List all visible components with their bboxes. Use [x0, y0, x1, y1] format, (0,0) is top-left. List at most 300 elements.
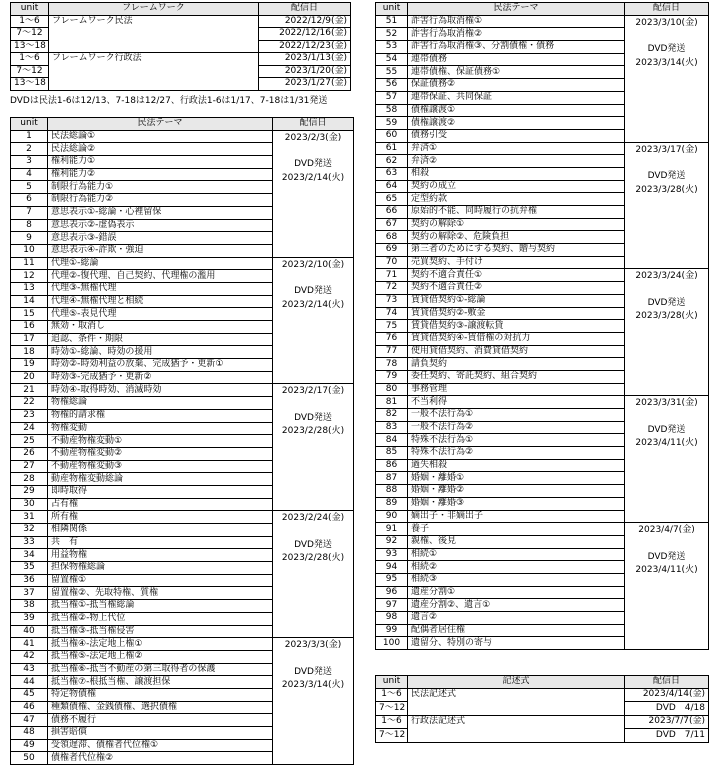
date-cell: 2023/1/27(金) — [259, 78, 351, 91]
theme-cell: フレームワーク行政法 — [49, 53, 259, 91]
unit-cell: 1～6 — [11, 53, 49, 66]
unit-cell: 61 — [376, 142, 408, 155]
dvd-date: 2023/3/28(火) — [635, 184, 698, 195]
table-row — [376, 269, 709, 282]
spacer — [628, 157, 705, 170]
theme-cell: 制限行為能力② — [48, 194, 273, 207]
theme-cell: 抵当権④-法定地上権① — [48, 638, 273, 651]
date-cell: 2022/12/16(金) — [259, 28, 351, 41]
unit-cell: 71 — [376, 269, 408, 282]
theme-cell: 意思表示②-虚偽表示 — [48, 219, 273, 232]
unit-cell: 7～12 — [376, 729, 408, 743]
theme-cell: 不動産物権変動① — [48, 435, 273, 448]
dvd-label: DVD発送 — [647, 297, 686, 308]
table-row — [376, 15, 709, 28]
theme-cell: 養子 — [408, 523, 625, 536]
theme-cell: 制限行為能力① — [48, 181, 273, 194]
delivery-date: 2023/2/10(金) — [281, 259, 345, 270]
theme-cell: 原始的不能、同時履行の抗弁権 — [408, 206, 625, 219]
theme-cell: 契約不適合責任① — [408, 269, 625, 282]
theme-cell: 代理④-無権代理と相続 — [48, 295, 273, 308]
table-row — [376, 523, 709, 536]
delivery-date-group — [625, 142, 709, 269]
unit-header: unit — [376, 3, 408, 16]
unit-cell: 39 — [11, 612, 48, 625]
spacer — [276, 145, 350, 158]
dvd-date: 2023/2/14(火) — [281, 172, 345, 183]
spacer — [276, 526, 350, 539]
theme-cell: 代理③-無権代理 — [48, 282, 273, 295]
theme-cell: 契約不適合責任② — [408, 282, 625, 295]
unit-header: unit — [11, 118, 48, 131]
theme-cell: 詐害行為取消権② — [408, 28, 625, 41]
unit-cell: 56 — [376, 79, 408, 92]
unit-cell: 100 — [376, 637, 408, 650]
minpo-table-1 — [10, 117, 354, 765]
theme-cell: 遺留分、特別の寄与 — [408, 637, 625, 650]
delivery-date: 2023/3/17(金) — [635, 144, 698, 155]
unit-cell: 81 — [376, 396, 408, 409]
unit-cell: 7 — [11, 206, 48, 219]
table-row — [11, 130, 354, 143]
dvd-date: 2023/2/28(火) — [281, 426, 345, 437]
theme-cell: 用益物権 — [48, 549, 273, 562]
dvd-date: 2023/3/14(火) — [635, 57, 698, 68]
theme-cell: 抵当権③-抵当権侵害 — [48, 625, 273, 638]
unit-cell: 29 — [11, 485, 48, 498]
unit-cell: 68 — [376, 231, 408, 244]
delivery-date: 2023/3/3(金) — [284, 640, 342, 651]
theme-cell: 債権譲渡① — [408, 104, 625, 117]
unit-cell: 98 — [376, 612, 408, 625]
theme-cell: 婚姻・離婚③ — [408, 497, 625, 510]
theme-cell: 抵当権⑤-法定地上権② — [48, 650, 273, 663]
date-header: 配信日 — [273, 118, 354, 131]
unit-cell: 43 — [11, 663, 48, 676]
unit-cell: 95 — [376, 573, 408, 586]
unit-cell: 96 — [376, 586, 408, 599]
delivery-date: 2023/2/24(金) — [281, 513, 345, 524]
theme-cell: 保証債務② — [408, 79, 625, 92]
unit-cell: 10 — [11, 244, 48, 257]
date-cell: 2022/12/23(金) — [259, 40, 351, 53]
unit-cell: 94 — [376, 561, 408, 574]
theme-cell: 相続① — [408, 548, 625, 561]
unit-cell: 53 — [376, 41, 408, 54]
spacer — [628, 30, 705, 43]
delivery-date-group — [273, 638, 354, 765]
date-cell: 2023/4/14(金) — [625, 688, 709, 702]
theme-cell: 抵当権⑦-根抵当権、譲渡担保 — [48, 676, 273, 689]
minpo-table-2 — [375, 2, 709, 650]
unit-cell: 73 — [376, 294, 408, 307]
unit-cell: 33 — [11, 536, 48, 549]
dvd-label: DVD発送 — [294, 286, 332, 297]
unit-cell: 77 — [376, 345, 408, 358]
delivery-date: 2023/3/24(金) — [635, 271, 698, 282]
dvd-label: DVD発送 — [647, 44, 686, 55]
delivery-date-group — [273, 257, 354, 384]
theme-cell: 損害賠償 — [48, 727, 273, 740]
theme-cell: 代理⑤-表見代理 — [48, 308, 273, 321]
table-row — [376, 142, 709, 155]
unit-cell: 16 — [11, 321, 48, 334]
theme-header: 民法テーマ — [408, 3, 625, 16]
unit-cell: 24 — [11, 422, 48, 435]
dvd-date: 2023/4/11(火) — [635, 438, 698, 449]
spacer — [276, 272, 350, 285]
theme-cell: 共 有 — [48, 536, 273, 549]
unit-cell: 57 — [376, 91, 408, 104]
delivery-date-group — [625, 269, 709, 396]
unit-cell: 5 — [11, 181, 48, 194]
unit-cell: 48 — [11, 727, 48, 740]
unit-cell: 86 — [376, 459, 408, 472]
theme-cell: 即時取得 — [48, 485, 273, 498]
kijutsu-body — [376, 688, 709, 742]
dvd-note: DVDは民法1-6は12/13、7-18は12/27、行政法1-6は1/17、7-18は1/31発送 — [10, 96, 328, 106]
theme-cell: 弁済② — [408, 155, 625, 168]
theme-cell: 配偶者居住権 — [408, 624, 625, 637]
theme-cell: 民法記述式 — [408, 688, 625, 715]
unit-cell: 64 — [376, 180, 408, 193]
unit-cell: 18 — [11, 346, 48, 359]
kijutsu-table — [375, 675, 709, 743]
unit-cell: 51 — [376, 15, 408, 28]
theme-cell: 抵当権②-物上代位 — [48, 612, 273, 625]
table-header — [11, 118, 354, 131]
theme-cell: 意思表示③-錯誤 — [48, 232, 273, 245]
date-cell: 2022/12/9(金) — [259, 15, 351, 28]
table-row — [11, 15, 351, 28]
date-cell: DVD 7/11 — [625, 729, 709, 743]
theme-cell: 請負契約 — [408, 358, 625, 371]
unit-cell: 84 — [376, 434, 408, 447]
unit-cell: 22 — [11, 397, 48, 410]
theme-cell: 連帯保証、共同保証 — [408, 91, 625, 104]
date-cell: DVD 4/18 — [625, 702, 709, 716]
theme-cell: 時効①-総論、時効の援用 — [48, 346, 273, 359]
unit-cell: 2 — [11, 143, 48, 156]
theme-cell: 特殊不法行為① — [408, 434, 625, 447]
unit-cell: 76 — [376, 332, 408, 345]
unit-cell: 38 — [11, 600, 48, 613]
table-header — [11, 3, 351, 16]
table-row — [11, 257, 354, 270]
unit-cell: 27 — [11, 460, 48, 473]
unit-cell: 91 — [376, 523, 408, 536]
unit-cell: 32 — [11, 524, 48, 537]
theme-cell: 債務不履行 — [48, 714, 273, 727]
unit-cell: 85 — [376, 447, 408, 460]
theme-cell: 留置権②、先取特権、質権 — [48, 587, 273, 600]
theme-cell: フレームワーク民法 — [49, 15, 259, 53]
dvd-label: DVD発送 — [647, 551, 686, 562]
theme-cell: 婚姻・離婚② — [408, 485, 625, 498]
theme-cell: 詐害行為取消権③、分割債権・債務 — [408, 41, 625, 54]
date-cell: 2023/1/20(金) — [259, 65, 351, 78]
table-row — [376, 688, 709, 702]
theme-cell: 権利能力① — [48, 156, 273, 169]
dvd-date: 2023/3/14(火) — [281, 680, 345, 691]
theme-cell: 第三者のためにする契約、贈与契約 — [408, 244, 625, 257]
theme-cell: 賃貸借契約③-譲渡転貸 — [408, 320, 625, 333]
date-header: 配信日 — [625, 3, 709, 16]
theme-cell: 特定物債権 — [48, 688, 273, 701]
theme-cell: 定型約款 — [408, 193, 625, 206]
theme-cell: 使用貸借契約、消費貸借契約 — [408, 345, 625, 358]
dvd-label: DVD発送 — [294, 159, 332, 170]
unit-cell: 9 — [11, 232, 48, 245]
framework-body — [11, 15, 351, 90]
unit-cell: 14 — [11, 295, 48, 308]
theme-cell: 不動産物権変動② — [48, 447, 273, 460]
unit-cell: 7～12 — [11, 65, 49, 78]
unit-cell: 13～18 — [11, 40, 49, 53]
table-row — [11, 511, 354, 524]
delivery-date: 2023/2/17(金) — [281, 386, 345, 397]
unit-cell: 70 — [376, 256, 408, 269]
unit-cell: 36 — [11, 574, 48, 587]
theme-cell: 意思表示①-総論・心裡留保 — [48, 206, 273, 219]
unit-cell: 55 — [376, 66, 408, 79]
date-cell: 2023/7/7(金) — [625, 715, 709, 729]
dvd-label: DVD発送 — [294, 666, 332, 677]
theme-cell: 代理①-総論 — [48, 257, 273, 270]
theme-cell: 相続② — [408, 561, 625, 574]
theme-cell: 権利能力② — [48, 168, 273, 181]
unit-cell: 11 — [11, 257, 48, 270]
theme-header: 民法テーマ — [48, 118, 273, 131]
unit-cell: 75 — [376, 320, 408, 333]
theme-cell: 事務管理 — [408, 383, 625, 396]
theme-cell: 契約の解除① — [408, 218, 625, 231]
unit-cell: 3 — [11, 156, 48, 169]
theme-cell: 弁済① — [408, 142, 625, 155]
date-header: 配信日 — [259, 3, 351, 16]
table-row — [11, 384, 354, 397]
dvd-label: DVD発送 — [294, 539, 332, 550]
unit-cell: 62 — [376, 155, 408, 168]
theme-cell: 時効②-時効利益の放棄、完成猶予・更新① — [48, 359, 273, 372]
theme-cell: 担保物権総論 — [48, 562, 273, 575]
unit-cell: 12 — [11, 270, 48, 283]
unit-cell: 63 — [376, 167, 408, 180]
theme-cell: 賃貸借契約②-敷金 — [408, 307, 625, 320]
dvd-label: DVD発送 — [294, 412, 332, 423]
unit-cell: 37 — [11, 587, 48, 600]
date-header: 配信日 — [625, 676, 709, 689]
unit-cell: 90 — [376, 510, 408, 523]
unit-cell: 23 — [11, 409, 48, 422]
unit-cell: 25 — [11, 435, 48, 448]
unit-cell: 34 — [11, 549, 48, 562]
unit-header: unit — [11, 3, 49, 16]
theme-cell: 債権譲渡② — [408, 117, 625, 130]
spacer — [628, 411, 705, 424]
theme-cell: 時効④-取得時効、消滅時効 — [48, 384, 273, 397]
minpo-body-2 — [376, 15, 709, 649]
unit-cell: 44 — [11, 676, 48, 689]
theme-cell: 不当利得 — [408, 396, 625, 409]
unit-cell: 45 — [11, 688, 48, 701]
date-cell: 2023/1/13(金) — [259, 53, 351, 66]
theme-cell: 相隣関係 — [48, 524, 273, 537]
theme-cell: 嫡出子・非嫡出子 — [408, 510, 625, 523]
theme-cell: 抵当権⑥-抵当不動産の第三取得者の保護 — [48, 663, 273, 676]
unit-cell: 1～6 — [11, 15, 49, 28]
unit-cell: 52 — [376, 28, 408, 41]
table-row — [376, 715, 709, 729]
unit-cell: 42 — [11, 650, 48, 663]
theme-cell: 過失相殺 — [408, 459, 625, 472]
theme-cell: 不動産物権変動③ — [48, 460, 273, 473]
unit-cell: 8 — [11, 219, 48, 232]
theme-cell: 相続③ — [408, 573, 625, 586]
unit-cell: 20 — [11, 371, 48, 384]
table-header — [376, 676, 709, 689]
theme-cell: 民法総論② — [48, 143, 273, 156]
delivery-date: 2023/3/31(金) — [635, 398, 698, 409]
unit-cell: 4 — [11, 168, 48, 181]
theme-cell: 特殊不法行為② — [408, 447, 625, 460]
unit-cell: 7～12 — [376, 702, 408, 716]
theme-header: 記述式 — [408, 676, 625, 689]
theme-cell: 抵当権①-抵当権総論 — [48, 600, 273, 613]
unit-cell: 41 — [11, 638, 48, 651]
dvd-date: 2023/2/28(火) — [281, 553, 345, 564]
delivery-date-group — [273, 130, 354, 257]
framework-table — [10, 2, 351, 91]
unit-cell: 6 — [11, 194, 48, 207]
theme-cell: 遺言② — [408, 612, 625, 625]
delivery-date-group — [273, 384, 354, 511]
unit-cell: 31 — [11, 511, 48, 524]
unit-cell: 88 — [376, 485, 408, 498]
theme-cell: 相殺 — [408, 167, 625, 180]
theme-cell: 時効③-完成猶予・更新② — [48, 371, 273, 384]
theme-cell: 債務引受 — [408, 129, 625, 142]
unit-cell: 49 — [11, 739, 48, 752]
theme-cell: 詐害行為取消権① — [408, 15, 625, 28]
theme-cell: 契約の成立 — [408, 180, 625, 193]
unit-cell: 97 — [376, 599, 408, 612]
theme-cell: 無効・取消し — [48, 321, 273, 334]
unit-cell: 7～12 — [11, 28, 49, 41]
unit-cell: 50 — [11, 752, 48, 765]
unit-cell: 17 — [11, 333, 48, 346]
unit-header: unit — [376, 676, 408, 689]
theme-cell: 賃貸借契約①-総論 — [408, 294, 625, 307]
unit-cell: 46 — [11, 701, 48, 714]
delivery-date-group — [625, 15, 709, 142]
delivery-date: 2023/3/10(金) — [635, 17, 698, 28]
unit-cell: 78 — [376, 358, 408, 371]
minpo-body-1 — [11, 130, 354, 764]
theme-header: フレームワーク — [49, 3, 259, 16]
dvd-label: DVD発送 — [647, 424, 686, 435]
theme-cell: 行政法記述式 — [408, 715, 625, 742]
theme-cell: 意思表示④-詐欺・強迫 — [48, 244, 273, 257]
unit-cell: 26 — [11, 447, 48, 460]
unit-cell: 99 — [376, 624, 408, 637]
spacer — [628, 284, 705, 297]
unit-cell: 30 — [11, 498, 48, 511]
unit-cell: 67 — [376, 218, 408, 231]
unit-cell: 82 — [376, 409, 408, 422]
unit-cell: 40 — [11, 625, 48, 638]
unit-cell: 47 — [11, 714, 48, 727]
unit-cell: 19 — [11, 359, 48, 372]
theme-cell: 婚姻・離婚① — [408, 472, 625, 485]
table-row — [11, 53, 351, 66]
theme-cell: 民法総論① — [48, 130, 273, 143]
theme-cell: 所有権 — [48, 511, 273, 524]
unit-cell: 92 — [376, 535, 408, 548]
theme-cell: 一般不法行為① — [408, 409, 625, 422]
unit-cell: 1 — [11, 130, 48, 143]
unit-cell: 59 — [376, 117, 408, 130]
theme-cell: 種類債権、金銭債権、選択債権 — [48, 701, 273, 714]
theme-cell: 占有権 — [48, 498, 273, 511]
unit-cell: 54 — [376, 53, 408, 66]
theme-cell: 連帯債務 — [408, 53, 625, 66]
unit-cell: 80 — [376, 383, 408, 396]
theme-cell: 親権、後見 — [408, 535, 625, 548]
theme-cell: 物権的請求権 — [48, 409, 273, 422]
theme-cell: 連帯債権、保証債務① — [408, 66, 625, 79]
unit-cell: 65 — [376, 193, 408, 206]
delivery-date-group — [625, 396, 709, 523]
unit-cell: 83 — [376, 421, 408, 434]
unit-cell: 58 — [376, 104, 408, 117]
theme-cell: 一般不法行為② — [408, 421, 625, 434]
unit-cell: 87 — [376, 472, 408, 485]
dvd-date: 2023/4/11(火) — [635, 565, 698, 576]
theme-cell: 追認、条件・期限 — [48, 333, 273, 346]
unit-cell: 66 — [376, 206, 408, 219]
theme-cell: 売買契約、手付け — [408, 256, 625, 269]
unit-cell: 79 — [376, 370, 408, 383]
theme-cell: 契約の解除②、危険負担 — [408, 231, 625, 244]
unit-cell: 72 — [376, 282, 408, 295]
unit-cell: 74 — [376, 307, 408, 320]
spacer — [276, 653, 350, 666]
theme-cell: 債権者代位権② — [48, 752, 273, 765]
unit-cell: 1～6 — [376, 688, 408, 702]
theme-cell: 遺産分割① — [408, 586, 625, 599]
unit-cell: 28 — [11, 473, 48, 486]
theme-cell: 物権変動 — [48, 422, 273, 435]
unit-cell: 13～18 — [11, 78, 49, 91]
delivery-date: 2023/4/7(金) — [638, 525, 695, 536]
theme-cell: 遺産分割②、遺言① — [408, 599, 625, 612]
table-row — [376, 396, 709, 409]
spacer — [628, 538, 705, 551]
theme-cell: 委任契約、寄託契約、組合契約 — [408, 370, 625, 383]
theme-cell: 受領遅滞、債権者代位権① — [48, 739, 273, 752]
theme-cell: 動産物権変動総論 — [48, 473, 273, 486]
delivery-date: 2023/2/3(金) — [284, 132, 342, 143]
theme-cell: 留置権① — [48, 574, 273, 587]
delivery-date-group — [625, 523, 709, 650]
dvd-date: 2023/2/14(火) — [281, 299, 345, 310]
unit-cell: 21 — [11, 384, 48, 397]
table-header — [376, 3, 709, 16]
dvd-label: DVD発送 — [647, 171, 686, 182]
theme-cell: 物権総論 — [48, 397, 273, 410]
unit-cell: 69 — [376, 244, 408, 257]
